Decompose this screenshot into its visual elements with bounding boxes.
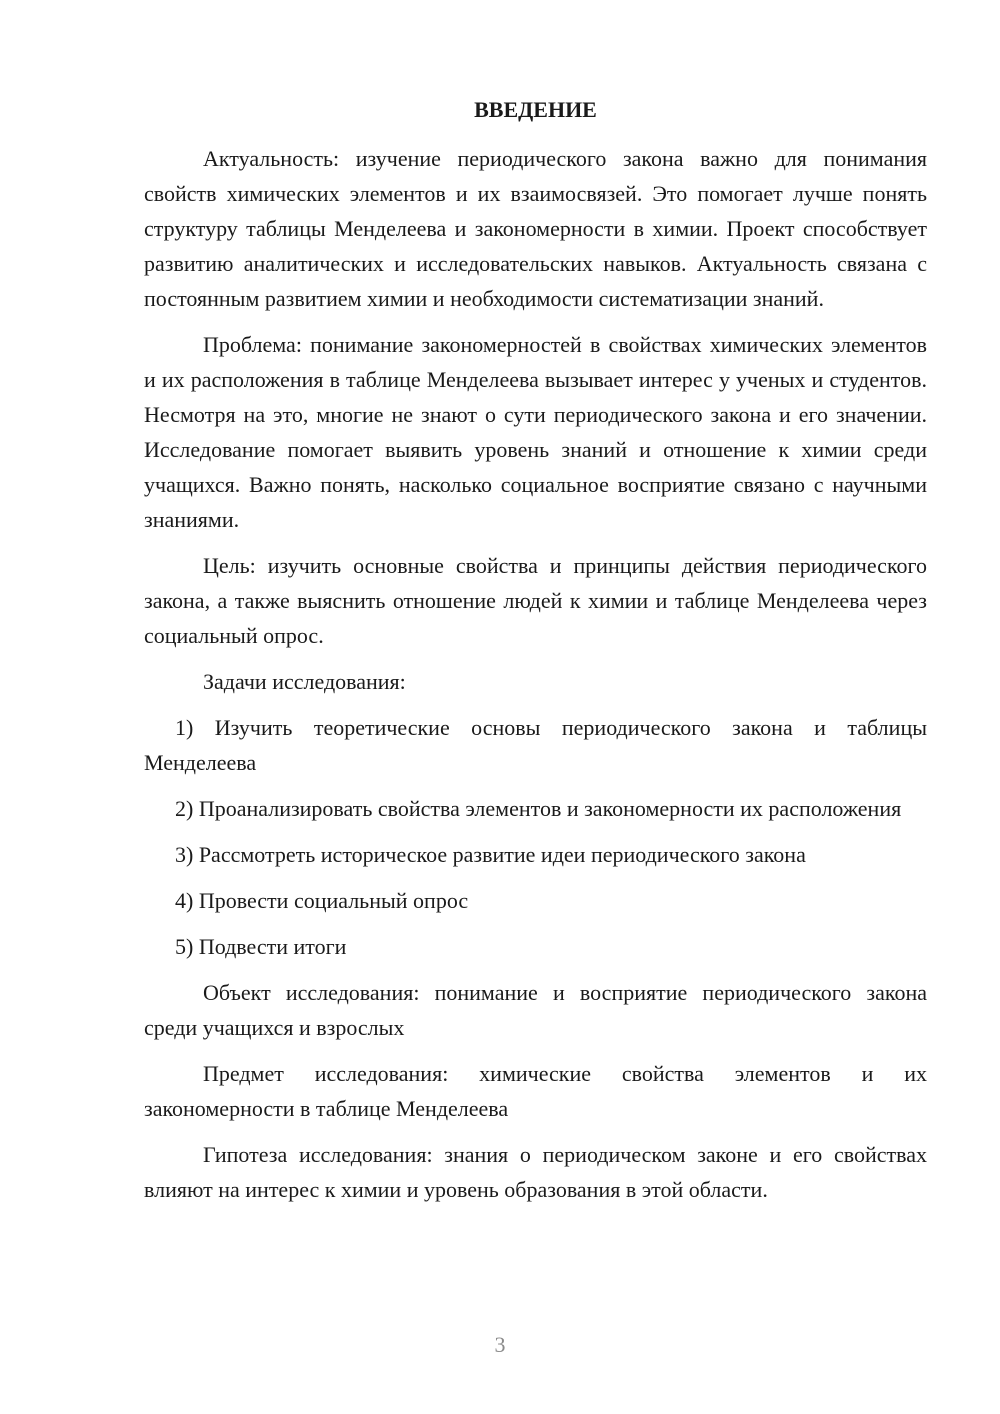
task-item-5: 5) Подвести итоги — [175, 934, 347, 959]
object-paragraph: Объект исследования: понимание и восприятие периодического закона среди учащихся и взрослых — [144, 980, 927, 1040]
subject-paragraph: Предмет исследования: химические свойства элементов и их закономерности в таблице Менделеева — [144, 1061, 927, 1121]
relevance-paragraph: Актуальность: изучение периодического закона важно для понимания свойств химических элементов и их взаимосвязей. Это помогает лучше понять структуру таблицы Менделеева и закономерности в химии. Проект способствует развитию аналитических и исследовательских навыков. Актуальность связана с постоянным развитием химии и необходимости систематизации знаний. — [144, 146, 927, 311]
task-item-4: 4) Провести социальный опрос — [175, 888, 469, 913]
section-title: ВВЕДЕНИЕ — [474, 97, 597, 122]
task-item-3: 3) Рассмотреть историческое развитие идеи периодического закона — [175, 842, 806, 867]
problem-paragraph: Проблема: понимание закономерностей в свойствах химических элементов и их расположения в таблице Менделеева вызывает интерес у ученых и студентов. Несмотря на это, многие не знают о сути периодического закона и его значении. Исследование помогает выявить уровень знаний и отношение к химии среди учащихся. Важно понять, насколько социальное восприятие связано с научными знаниями. — [144, 332, 927, 532]
tasks-heading: Задачи исследования: — [203, 669, 406, 694]
task-item-2: 2) Проанализировать свойства элементов и закономерности их расположения — [175, 796, 902, 821]
document-page — [144, 92, 927, 1218]
hypothesis-paragraph: Гипотеза исследования: знания о периодическом законе и его свойствах влияют на интерес к химии и уровень образования в этой области. — [144, 1142, 927, 1202]
task-item-1: 1) Изучить теоретические основы периодического закона и таблицы Менделеева — [144, 715, 927, 775]
goal-paragraph: Цель: изучить основные свойства и принципы действия периодического закона, а также выяснить отношение людей к химии и таблице Менделеева через социальный опрос. — [144, 553, 927, 648]
page-number: 3 — [494, 1332, 506, 1357]
